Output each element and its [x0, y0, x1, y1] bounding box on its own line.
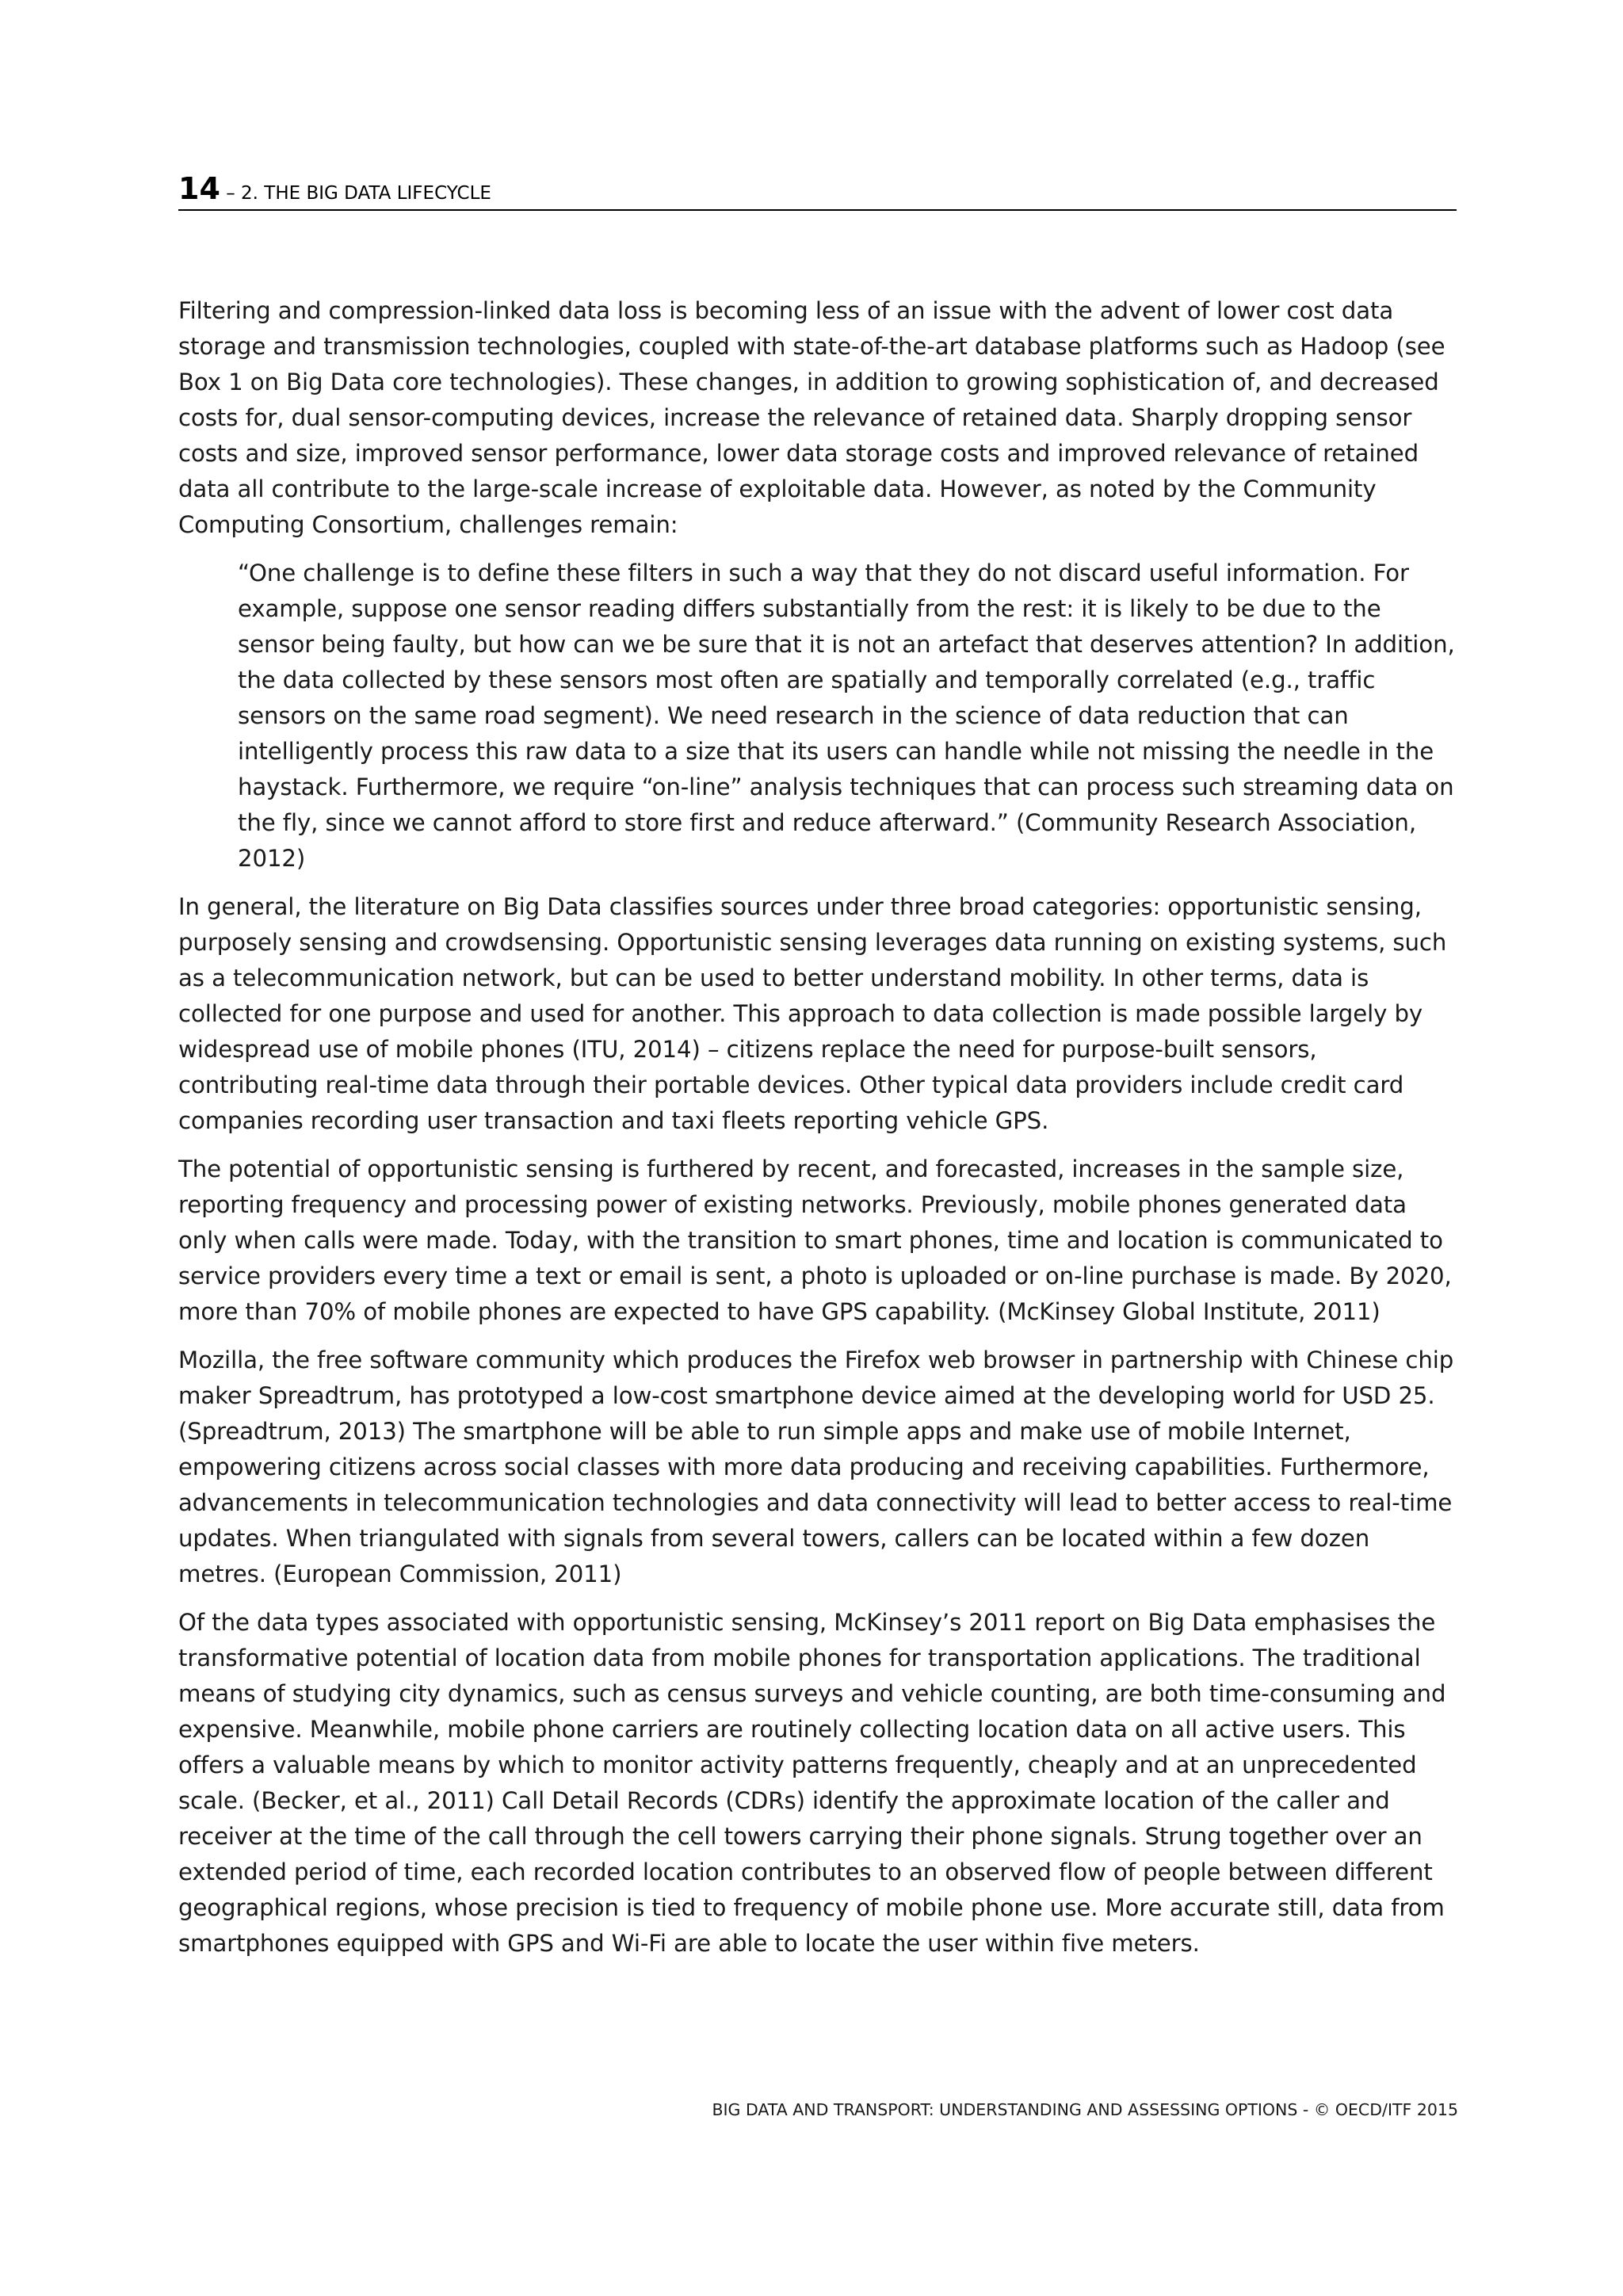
paragraph-location-data: Of the data types associated with opportunistic sensing, McKinsey’s 2011 report on Big Data emphasises the transformative potential of location data from mobile phones for transportation applications. The traditional means of studying city dynamics, such as census surveys and vehicle counting, are both time-consuming and expensive. Meanwhile, mobile phone carriers are routinely collecting location data on all active users. This offers a valuable means by which to monitor activity patterns frequently, cheaply and at an unprecedented scale. (Becker, et al., 2011) Call Detail Records (CDRs) identify the approximate location of the caller and receiver at the time of the call through the cell towers carrying their phone signals. Strung together over an extended period of time, each recorded location contributes to an observed flow of people between different geographical regions, whose precision is tied to frequency of mobile phone use. More accurate still, data from smartphones equipped with GPS and Wi-Fi are able to locate the user within five meters.: [178, 1609, 1446, 1957]
page-number: 14: [178, 171, 220, 206]
body-text: [178, 293, 1458, 1974]
section-title: – 2. THE BIG DATA LIFECYCLE: [220, 183, 491, 204]
paragraph-mozilla: Mozilla, the free software community which produces the Firefox web browser in partnership with Chinese chip maker Spreadtrum, has prototyped a low-cost smartphone device aimed at the developing world for USD 25. (Spreadtrum, 2013) The smartphone will be able to run simple apps and make use of mobile Internet, empowering citizens across social classes with more data producing and receiving capabilities. Furthermore, advancements in telecommunication technologies and data connectivity will lead to better access to real-time updates. When triangulated with signals from several towers, callers can be located within a few dozen metres. (European Commission, 2011): [178, 1347, 1454, 1587]
block-quote-challenge: “One challenge is to define these filters in such a way that they do not discard useful information. For example, suppose one sensor reading differs substantially from the rest: it is likely to be due to the sensor being faulty, but how can we be sure that it is not an artefact that deserves attention? In addition, the data collected by these sensors most often are spatially and temporally correlated (e.g., traffic sensors on the same road segment). We need research in the science of data reduction that can intelligently process this raw data to a size that its users can handle while not missing the needle in the haystack. Furthermore, we require “on-line” analysis techniques that can process such streaming data on the fly, since we cannot afford to store first and reduce afterward.” (Community Research Association, 2012): [238, 560, 1455, 872]
paragraph-sources: In general, the literature on Big Data classifies sources under three broad categories: opportunistic sensing, purposely sensing and crowdsensing. Opportunistic sensing leverages data running on existing systems, such as a telecommunication network, but can be used to better understand mobility. In other terms, data is collected for one purpose and used for another. This approach to data collection is made possible largely by widespread use of mobile phones (ITU, 2014) – citizens replace the need for purpose-built sensors, contributing real-time data through their portable devices. Other typical data providers include credit card companies recording user transaction and taxi fleets reporting vehicle GPS.: [178, 893, 1447, 1134]
running-footer: BIG DATA AND TRANSPORT: UNDERSTANDING AND ASSESSING OPTIONS - © OECD/ITF 2015: [712, 2100, 1458, 2119]
paragraph-filtering: Filtering and compression-linked data loss is becoming less of an issue with the advent of lower cost data storage and transmission technologies, coupled with state-of-the-art database platforms such as Hadoop (see Box 1 on Big Data core technologies). These changes, in addition to growing sophistication of, and decreased costs for, dual sensor-computing devices, increase the relevance of retained data. Sharply dropping sensor costs and size, improved sensor performance, lower data storage costs and improved relevance of retained data all contribute to the large-scale increase of exploitable data. However, as noted by the Community Computing Consortium, challenges remain:: [178, 297, 1445, 538]
paragraph-potential: The potential of opportunistic sensing is furthered by recent, and forecasted, increases in the sample size, reporting frequency and processing power of existing networks. Previously, mobile phones generated data only when calls were made. Today, with the transition to smart phones, time and location is communicated to service providers every time a text or email is sent, a photo is uploaded or on-line purchase is made. By 2020, more than 70% of mobile phones are expected to have GPS capability. (McKinsey Global Institute, 2011): [178, 1156, 1452, 1325]
running-header: [178, 173, 1457, 211]
